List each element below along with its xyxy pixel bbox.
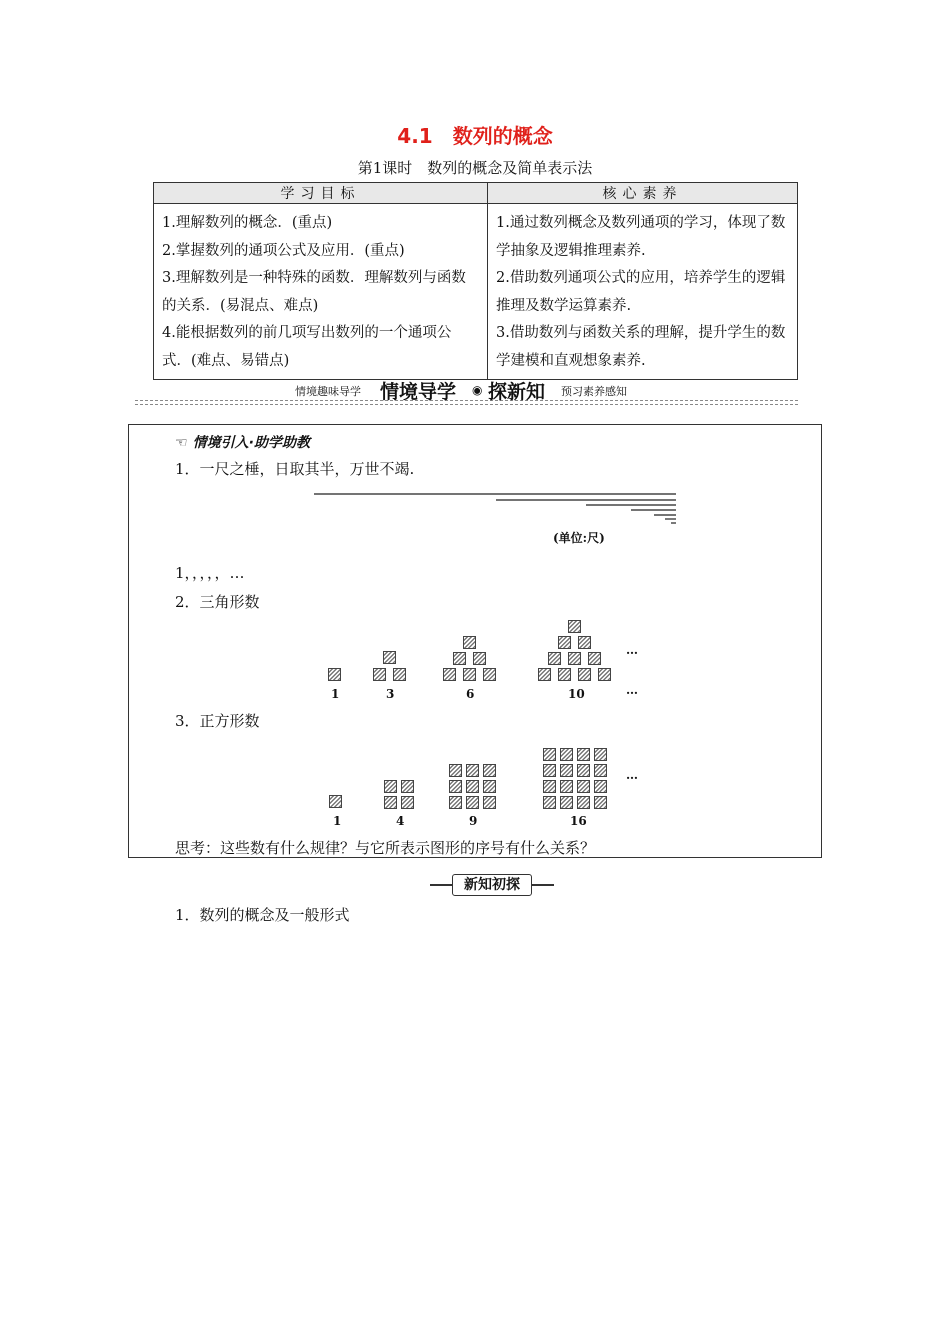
intro-heading: 情境引入·助学助教 (192, 435, 310, 451)
new-knowledge-heading (430, 874, 554, 896)
square-cell (543, 780, 556, 793)
banner-title-part2: 探新知 (488, 381, 546, 403)
arrow-icon: ◉ (472, 383, 483, 397)
literacy-item: 2.借助数列通项公式的应用，培养学生的逻辑推理及数学运算素养. (496, 270, 786, 314)
square-cell (560, 796, 573, 809)
tri-number: 3 (386, 687, 395, 701)
square-cell (577, 796, 590, 809)
square-cell (560, 780, 573, 793)
intro-box (128, 424, 822, 858)
goals-cell (154, 204, 488, 380)
banner-divider (135, 404, 798, 405)
section-banner (135, 380, 798, 406)
square-cell (483, 764, 496, 777)
literacy-item: 1.通过数列概念及数列通项的学习，体现了数学抽象及逻辑推理素养. (496, 215, 786, 259)
page-subtitle: 第1课时 数列的概念及简单表示法 (357, 159, 593, 177)
square-cell (594, 796, 607, 809)
banner-title-part1: 情境导学 (380, 381, 457, 403)
square-cell (329, 795, 342, 808)
literacy-item: 3.借助数列与函数关系的理解，提升学生的数学建模和直观想象素养. (496, 325, 786, 369)
goal-item: 3.理解数列是一种特殊的函数．理解数列与函数的关系．(易混点、难点) (162, 270, 466, 314)
tri-number: 6 (466, 687, 475, 701)
pointing-hand-icon: ☜ (175, 435, 188, 451)
square-number: 1 (333, 814, 342, 828)
banner-left-text: 情境趣味导学 (295, 385, 361, 398)
square-cell (483, 780, 496, 793)
literacy-cell (488, 204, 798, 380)
sequence-line: 1，，，，，… (175, 564, 245, 582)
ellipsis: … (626, 768, 638, 782)
square-cell (543, 748, 556, 761)
square-number: 9 (469, 814, 478, 828)
square-cell (449, 764, 462, 777)
square-cell (466, 764, 479, 777)
goal-item: 2.掌握数列的通项公式及应用．(重点) (162, 242, 405, 259)
square-cell (594, 748, 607, 761)
square-cell (577, 780, 590, 793)
square-cell (466, 796, 479, 809)
think-question: 思考：这些数有什么规律？与它所表示图形的序号有什么关系？ (175, 839, 596, 857)
new-item-1: 1．数列的概念及一般形式 (175, 906, 350, 924)
square-cell (401, 796, 414, 809)
square-cell (401, 780, 414, 793)
tri-number: 10 (568, 687, 585, 701)
square-number: 4 (396, 814, 405, 828)
square-cell (449, 796, 462, 809)
intro-item-3: 3．正方形数 (175, 712, 260, 730)
literacy-header: 核心素养 (488, 183, 798, 204)
square-cell (577, 764, 590, 777)
square-numbers-figure (129, 425, 821, 857)
square-cell (560, 764, 573, 777)
square-cell (384, 796, 397, 809)
square-cell (449, 780, 462, 793)
intro-item-2: 2．三角形数 (175, 593, 260, 611)
banner-divider (135, 400, 798, 401)
ellipsis: … (626, 683, 638, 697)
tri-number: 1 (331, 687, 340, 701)
square-cell (543, 764, 556, 777)
goal-item: 1.理解数列的概念．(重点) (162, 215, 333, 231)
unit-label: (单位:尺) (553, 531, 605, 545)
intro-item-1: 1．一尺之棰，日取其半，万世不竭. (175, 460, 415, 478)
banner-right-text: 预习素养感知 (561, 385, 627, 398)
square-cell (483, 796, 496, 809)
new-knowledge-label: 新知初探 (452, 874, 532, 896)
goals-table (153, 182, 798, 380)
goals-header: 学习目标 (154, 183, 488, 204)
square-cell (560, 748, 573, 761)
square-cell (577, 748, 590, 761)
ellipsis: … (626, 643, 638, 657)
goal-item: 4.能根据数列的前几项写出数列的一个通项公式．(难点、易错点) (162, 325, 452, 369)
square-cell (466, 780, 479, 793)
square-cell (594, 764, 607, 777)
square-number: 16 (570, 814, 587, 828)
square-cell (384, 780, 397, 793)
square-cell (594, 780, 607, 793)
square-cell (543, 796, 556, 809)
page-title: 4.1 数列的概念 (397, 124, 553, 148)
